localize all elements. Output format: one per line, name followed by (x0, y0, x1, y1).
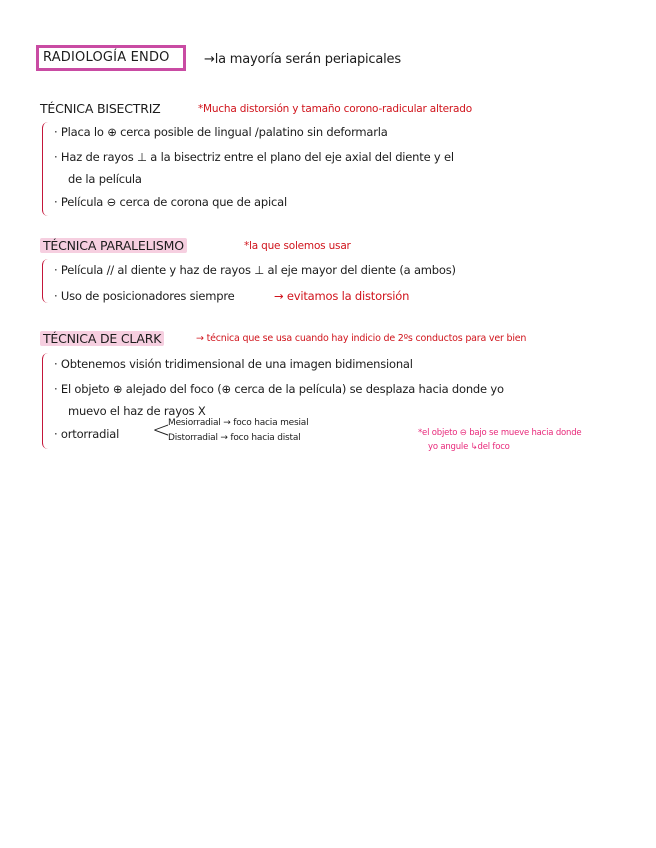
list-item: · Obtenemos visión tridimensional de una imagen bidimensional (54, 357, 413, 371)
list-item: · Haz de rayos ⊥ a la bisectriz entre el plano del eje axial del diente y el (54, 150, 454, 164)
bracket-paralelismo (42, 259, 51, 303)
section-heading-paralelismo: TÉCNICA PARALELISMO (40, 238, 187, 253)
list-item: · Uso de posicionadores siempre (54, 289, 235, 303)
page-title: RADIOLOGÍA ENDO (36, 45, 186, 71)
section-heading-bisectriz: TÉCNICA BISECTRIZ (40, 101, 161, 116)
bisectriz-note: *Mucha distorsión y tamaño corono-radicular alterado (198, 103, 472, 115)
list-item: · Placa lo ⊕ cerca posible de lingual /palatino sin deformarla (54, 125, 388, 139)
list-item: muevo el haz de rayos X (68, 404, 206, 418)
list-item: Mesiorradial → foco hacia mesial (168, 418, 309, 428)
list-item: · ortorradial (54, 427, 120, 441)
page-subtitle: →la mayoría serán periapicales (204, 52, 401, 67)
list-item: · Película ⊖ cerca de corona que de apical (54, 195, 287, 209)
side-note: *el objeto ⊖ bajo se mueve hacia donde (418, 428, 582, 438)
list-item: de la película (68, 172, 142, 186)
bracket-clark (42, 353, 51, 449)
paralelismo-note: *la que solemos usar (244, 240, 351, 252)
list-item: → evitamos la distorsión (274, 289, 410, 303)
list-item: Distorradial → foco hacia distal (168, 433, 301, 443)
list-item: · El objeto ⊕ alejado del foco (⊕ cerca de la película) se desplaza hacia donde yo (54, 382, 504, 396)
section-heading-clark: TÉCNICA DE CLARK (40, 331, 164, 346)
bracket-ortorradial: < (152, 418, 171, 443)
list-item: · Película // al diente y haz de rayos ⊥ al eje mayor del diente (a ambos) (54, 263, 456, 277)
side-note: yo angule ↳del foco (428, 442, 510, 452)
clark-note: → técnica que se usa cuando hay indicio de 2ºs conductos para ver bien (196, 333, 527, 344)
bracket-bisectriz (42, 122, 51, 216)
